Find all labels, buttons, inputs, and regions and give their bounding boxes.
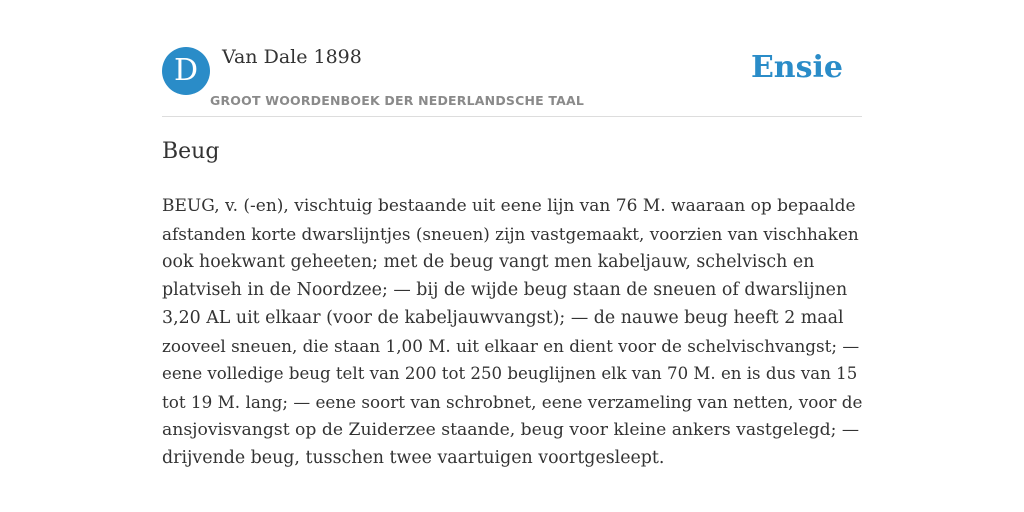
dictionary-subtitle: GROOT WOORDENBOEK DER NEDERLANDSCHE TAAL (210, 93, 585, 108)
ensie-brand-logo[interactable]: Ensie (750, 50, 843, 85)
definition-line: ook hoekwant geheeten; met de beug vangt men kabeljauw, schelvisch en (162, 252, 815, 272)
definition-line: BEUG, v. (-en), vischtuig bestaande uit eene lijn van 76 M. waaraan op bepaalde (162, 196, 856, 216)
definition-line: platviseh in de Noordzee; — bij de wijde beug staan de sneuen of dwarslijnen (162, 280, 848, 300)
dictionary-title[interactable]: Van Dale 1898 (222, 46, 362, 68)
definition-line: 3,20 AL uit elkaar (voor de kabeljauwvangst); — de nauwe beug heeft 2 maal (162, 308, 844, 328)
entry-headword: Beug (162, 139, 220, 164)
definition-line: drijvende beug, tusschen twee vaartuigen voortgesleept. (162, 448, 665, 468)
definition-line: tot 19 M. lang; — eene soort van schrobnet, eene verzameling van netten, voor de (162, 392, 863, 412)
definition-line: ansjovisvangst op de Zuiderzee staande, beug voor kleine ankers vastgelegd; — (162, 420, 860, 440)
header (162, 46, 862, 117)
definition-line: eene volledige beug telt van 200 tot 250 beuglijnen elk van 70 M. en is dus van 15 (162, 364, 858, 383)
definition-line: zooveel sneuen, die staan 1,00 M. uit elkaar en dient voor de schelvischvangst; — (162, 336, 860, 356)
definition-line: afstanden korte dwarslijntjes (sneuen) zijn vastgemaakt, voorzien van vischhaken (162, 224, 859, 244)
dictionary-logo[interactable]: D (162, 47, 210, 95)
entry-definition (162, 192, 862, 472)
